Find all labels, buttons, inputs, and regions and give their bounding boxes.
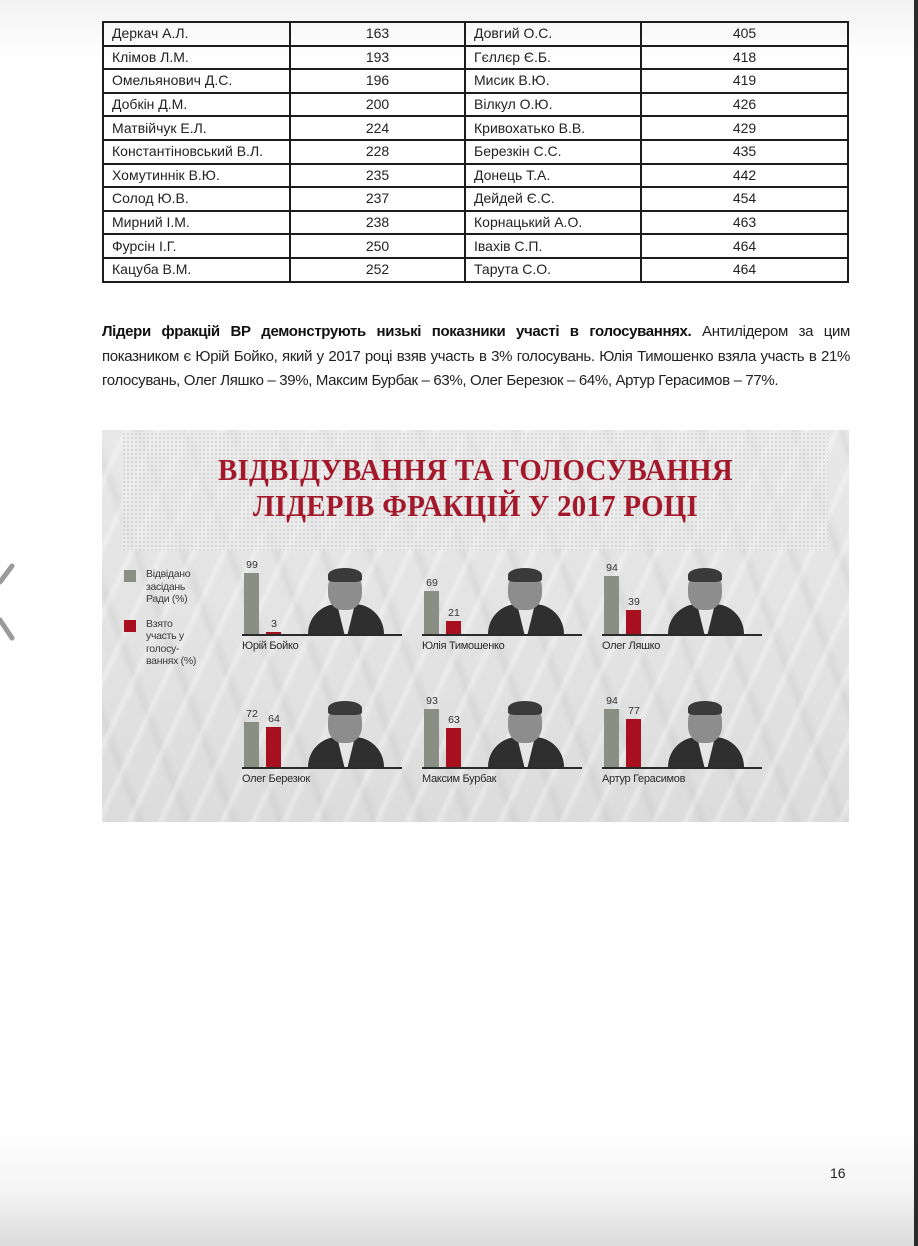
deputy-name: Івахів С.П. — [465, 234, 641, 258]
chart-baseline — [422, 767, 582, 769]
page-number: 16 — [830, 1165, 846, 1181]
deputy-name: Мирний І.М. — [103, 211, 290, 235]
voting-value: 77 — [628, 705, 640, 717]
deputy-value: 464 — [641, 234, 848, 258]
table-row — [103, 258, 848, 282]
deputy-value: 224 — [290, 116, 465, 140]
leader-photo — [484, 699, 564, 767]
voting-value: 63 — [448, 714, 460, 726]
attendance-value: 94 — [606, 695, 618, 707]
deputy-value: 419 — [641, 69, 848, 93]
title-line-1: ВІДВІДУВАННЯ ТА ГОЛОСУВАННЯ — [218, 452, 733, 487]
page-turn-handle-icon[interactable] — [0, 552, 20, 652]
deputy-name: Деркач А.Л. — [103, 22, 290, 46]
chart-baseline — [242, 634, 402, 636]
voting-bar — [446, 728, 461, 767]
voting-value: 21 — [448, 607, 460, 619]
deputy-value: 200 — [290, 93, 465, 117]
paragraph-text: Антилідером за цим показником є Юрій Бойко, який у 2017 році взяв участь в 3% голосувань. Юлія Тимошенко взяла участь в 21% голосувань, Олег Ляшко – 39%, Максим Бурбак – 63%, Олег Березюк – 64%, Артур Герасимов – 77%. — [102, 323, 851, 389]
leader-group — [242, 685, 407, 785]
attendance-bar — [604, 576, 619, 634]
deputy-value: 429 — [641, 116, 848, 140]
infographic-leaders-attendance — [102, 430, 849, 822]
leader-group — [602, 552, 767, 652]
paragraph-lead: Лідери фракцій ВР демонструють низькі показники участі в голосуваннях. — [102, 323, 692, 340]
attendance-value: 72 — [246, 708, 258, 720]
attendance-bar — [604, 709, 619, 767]
deputy-value: 464 — [641, 258, 848, 282]
leader-photo — [664, 566, 744, 634]
table-row — [103, 93, 848, 117]
deputy-name: Корнацький А.О. — [465, 211, 641, 235]
deputy-name: Довгий О.С. — [465, 22, 641, 46]
deputy-name: Донець Т.А. — [465, 164, 641, 188]
legend-swatch-attendance — [124, 570, 136, 582]
legend-item-voting — [124, 618, 204, 668]
attendance-value: 94 — [606, 562, 618, 574]
table-row — [103, 46, 848, 70]
deputy-value: 418 — [641, 46, 848, 70]
chart-legend — [124, 568, 204, 680]
voting-value: 64 — [268, 713, 280, 725]
deputy-name: Кривохатько В.В. — [465, 116, 641, 140]
table-row — [103, 211, 848, 235]
legend-label-voting: Взято участь у голосу-ваннях (%) — [146, 617, 197, 667]
legend-item-attendance — [124, 568, 204, 606]
deputy-name: Гєллєр Є.Б. — [465, 46, 641, 70]
deputy-value: 235 — [290, 164, 465, 188]
attendance-bar — [244, 573, 259, 634]
deputy-value: 252 — [290, 258, 465, 282]
table-row — [103, 116, 848, 140]
leader-photo — [484, 566, 564, 634]
leader-group — [602, 685, 767, 785]
viewer-right-edge — [914, 0, 918, 1246]
deputy-value: 426 — [641, 93, 848, 117]
deputy-name: Дейдей Є.С. — [465, 187, 641, 211]
title-line-2: ЛІДЕРІВ ФРАКЦІЙ У 2017 РОЦІ — [252, 488, 699, 523]
leader-group — [242, 552, 407, 652]
table-row — [103, 187, 848, 211]
voting-value: 39 — [628, 596, 640, 608]
chart-baseline — [422, 634, 582, 636]
deputy-value: 193 — [290, 46, 465, 70]
leader-name: Максим Бурбак — [422, 773, 497, 785]
attendance-bar — [424, 709, 439, 767]
deputy-value: 196 — [290, 69, 465, 93]
table-row — [103, 140, 848, 164]
attendance-value: 93 — [426, 695, 438, 707]
attendance-value: 69 — [426, 577, 438, 589]
voting-bar — [266, 727, 281, 767]
deputies-table — [102, 21, 849, 283]
table-row — [103, 234, 848, 258]
deputy-name: Клімов Л.М. — [103, 46, 290, 70]
deputy-name: Мисик В.Ю. — [465, 69, 641, 93]
deputy-name: Омельянович Д.С. — [103, 69, 290, 93]
chart-baseline — [602, 767, 762, 769]
deputy-value: 405 — [641, 22, 848, 46]
deputy-value: 463 — [641, 211, 848, 235]
leader-photo — [304, 566, 384, 634]
attendance-value: 99 — [246, 559, 258, 571]
leader-photo — [304, 699, 384, 767]
deputy-name: Вілкул О.Ю. — [465, 93, 641, 117]
deputy-name: Фурсін І.Г. — [103, 234, 290, 258]
deputy-value: 228 — [290, 140, 465, 164]
deputy-value: 435 — [641, 140, 848, 164]
deputy-value: 250 — [290, 234, 465, 258]
body-paragraph — [102, 320, 850, 394]
infographic-title — [128, 452, 823, 524]
attendance-bar — [424, 591, 439, 634]
deputy-name: Матвійчук Е.Л. — [103, 116, 290, 140]
table-row — [103, 69, 848, 93]
voting-bar — [446, 621, 461, 634]
table-row — [103, 22, 848, 46]
leader-name: Артур Герасимов — [602, 773, 686, 785]
leader-name: Юлія Тимошенко — [422, 640, 505, 652]
voting-bar — [626, 610, 641, 634]
legend-label-attendance: Відвідано засідань Ради (%) — [146, 568, 191, 605]
leader-group — [422, 685, 587, 785]
deputy-name: Хомутиннік В.Ю. — [103, 164, 290, 188]
deputy-value: 442 — [641, 164, 848, 188]
leader-name: Юрій Бойко — [242, 640, 299, 652]
leader-name: Олег Березюк — [242, 773, 310, 785]
deputy-value: 237 — [290, 187, 465, 211]
leader-name: Олег Ляшко — [602, 640, 661, 652]
deputy-name: Солод Ю.В. — [103, 187, 290, 211]
deputy-name: Кацуба В.М. — [103, 258, 290, 282]
deputy-value: 238 — [290, 211, 465, 235]
attendance-bar — [244, 722, 259, 767]
chart-baseline — [602, 634, 762, 636]
leader-photo — [664, 699, 744, 767]
deputy-value: 163 — [290, 22, 465, 46]
leader-group — [422, 552, 587, 652]
chart-baseline — [242, 767, 402, 769]
deputy-name: Березкін С.С. — [465, 140, 641, 164]
deputy-name: Добкін Д.М. — [103, 93, 290, 117]
voting-bar — [626, 719, 641, 767]
legend-swatch-voting — [124, 620, 136, 632]
voting-value: 3 — [271, 618, 277, 630]
deputy-name: Тарута С.О. — [465, 258, 641, 282]
deputy-value: 454 — [641, 187, 848, 211]
deputy-name: Константіновський В.Л. — [103, 140, 290, 164]
table-row — [103, 164, 848, 188]
